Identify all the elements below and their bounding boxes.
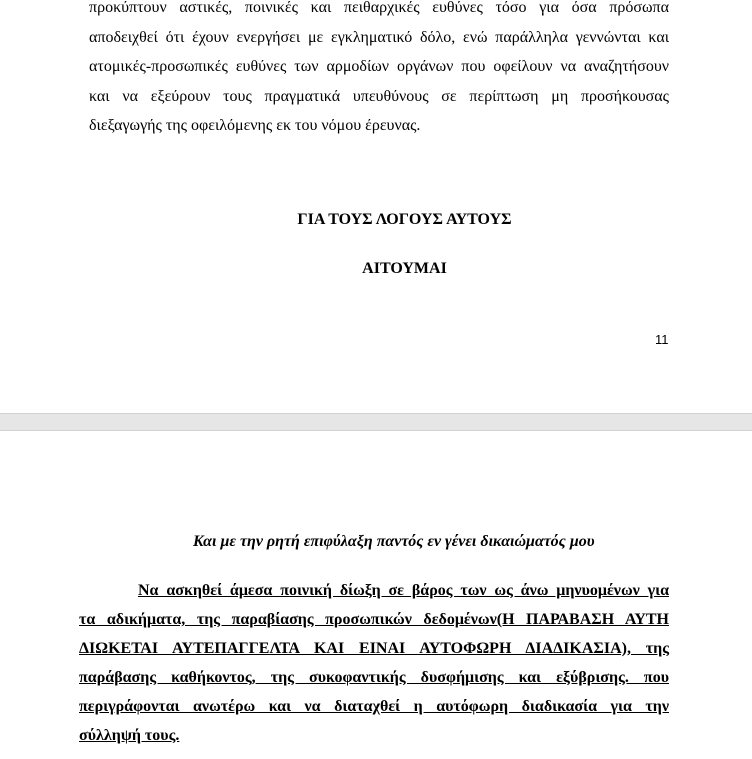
- page-break-gap: [0, 413, 752, 431]
- request-text-line: παράβασης καθήκοντος, της συκοφαντικής δυσφήμισης και εξύβρισης. που: [79, 669, 669, 686]
- document-page-12: [0, 431, 752, 759]
- request-text-line: Να ασκηθεί άμεσα ποινική δίωξη σε βάρος των ως άνω μηνυομένων για: [138, 582, 669, 599]
- body-text-line: προκύπτουν αστικές, ποινικές και πειθαρχικές ευθύνες τόσο για όσα πρόσωπα: [89, 0, 669, 16]
- body-text-line: διεξαγωγής της οφειλόμενης εκ του νόμου έρευνας.: [89, 117, 421, 134]
- body-text-line: και να εξεύρουν τους πραγματικά υπευθύνους σε περίπτωση μη προσήκουσας: [89, 88, 669, 105]
- request-heading: ΑΙΤΟΥΜΑΙ: [362, 260, 447, 277]
- page-number: 11: [655, 332, 669, 347]
- request-text-line: περιγράφονται ανωτέρω και να διαταχθεί η αυτόφωρη διαδικασία για την: [79, 698, 669, 715]
- reservation-clause: Και με την ρητή επιφύλαξη παντός εν γένει δικαιώματός μου: [193, 533, 595, 550]
- request-text-line: σύλληψή τους.: [79, 727, 180, 744]
- body-text-line: αποδειχθεί ότι έχουν ενεργήσει με εγκληματικό δόλο, ενώ παράλληλα γεννώνται και: [89, 29, 669, 46]
- request-text-line: ΔΙΩΚΕΤΑΙ ΑΥΤΕΠΑΓΓΕΛΤΑ ΚΑΙ ΕΙΝΑΙ ΑΥΤΟΦΩΡΗ ΔΙΑΔΙΚΑΣΙΑ), της: [79, 640, 669, 657]
- body-text-line: ατομικές-προσωπικές ευθύνες των αρμοδίων οργάνων που οφείλουν να αναζητήσουν: [89, 58, 669, 75]
- request-text-line: τα αδικήματα, της παραβίασης προσωπικών δεδομένων(Η ΠΑΡΑΒΑΣΗ ΑΥΤΗ: [79, 611, 669, 628]
- section-heading: ΓΙΑ ΤΟΥΣ ΛΟΓΟΥΣ ΑΥΤΟΥΣ: [297, 211, 512, 228]
